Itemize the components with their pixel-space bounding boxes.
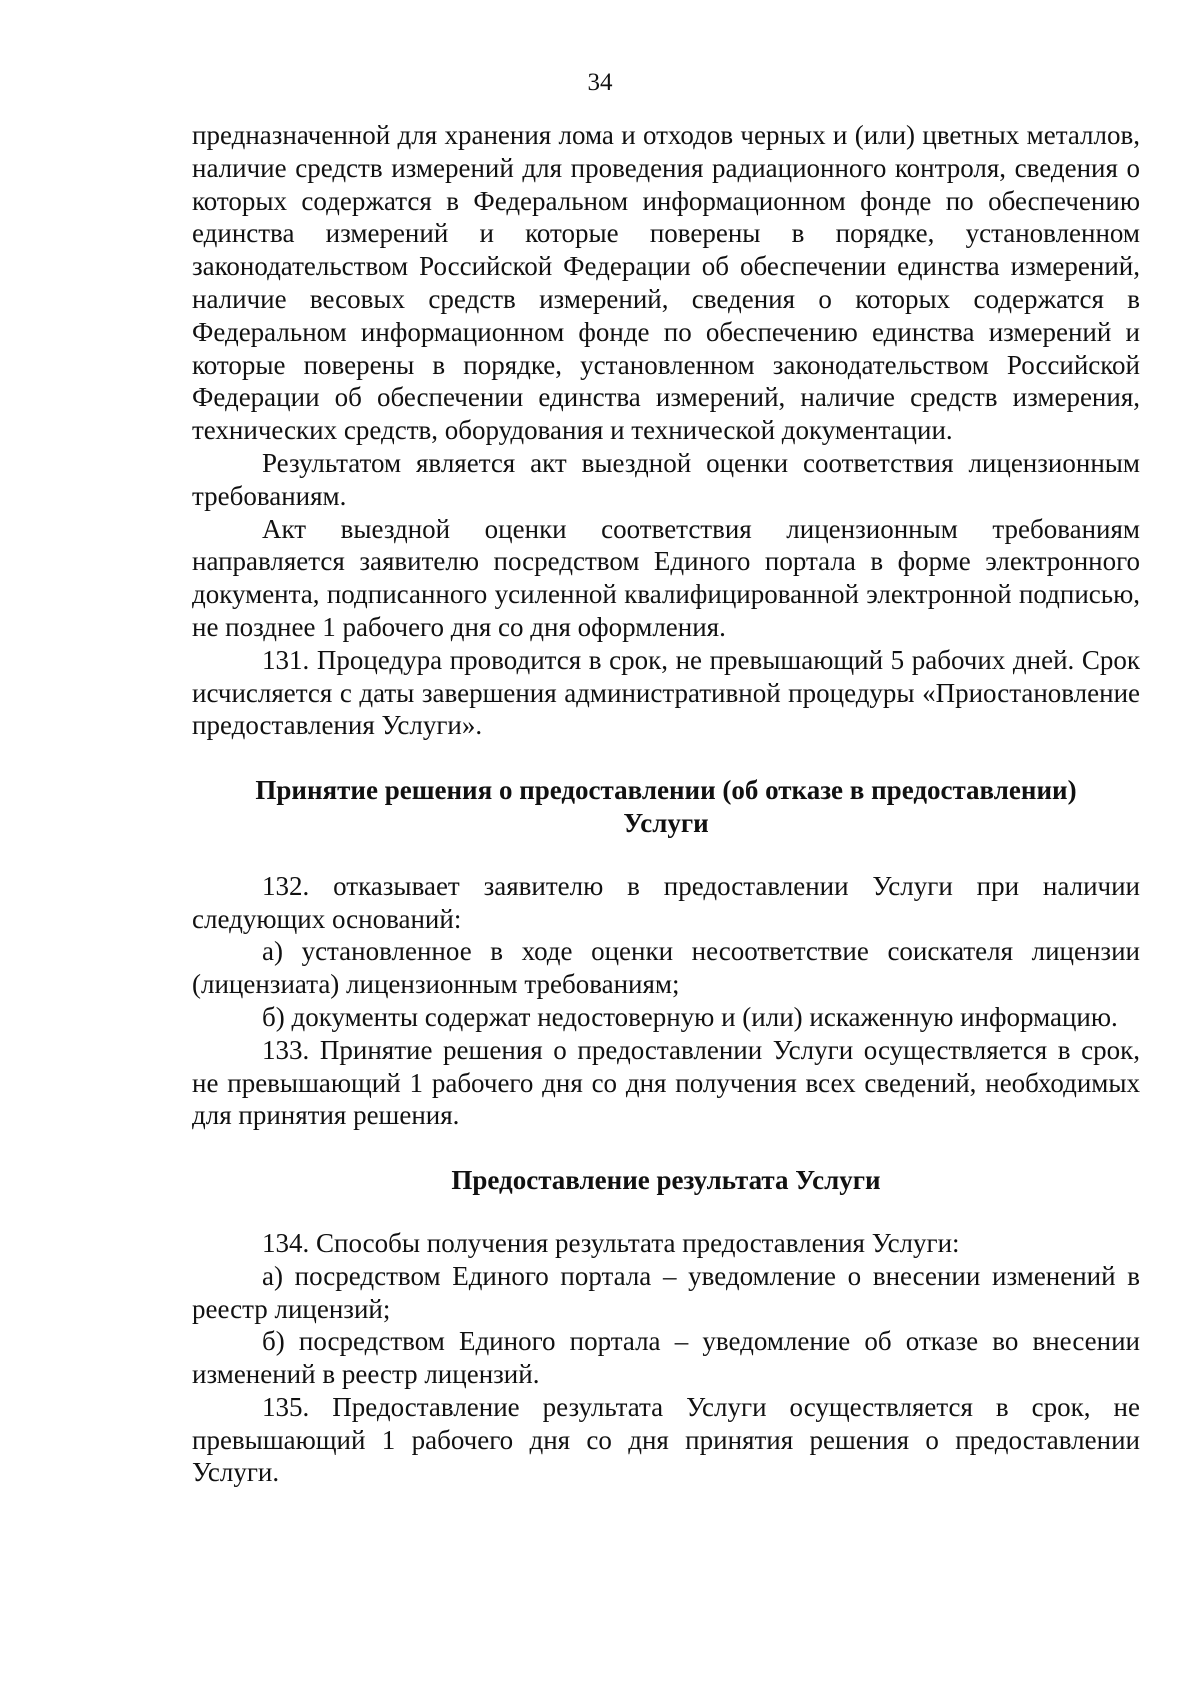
spacer xyxy=(192,1132,1140,1164)
section-heading-result: Предоставление результата Услуги xyxy=(451,1165,881,1196)
spacer xyxy=(192,742,1140,774)
paragraph-132-b: б) документы содержат недостоверную и (или) искаженную информацию. xyxy=(262,1001,1118,1032)
document-body xyxy=(192,119,1140,1489)
section-heading-decision-line1: Принятие решения о предоставлении (об отказе в предоставлении) xyxy=(255,775,1077,806)
section-heading-decision xyxy=(192,774,1140,840)
paragraph-132: 132. отказывает заявителю в предоставлении Услуги при наличии следующих оснований: xyxy=(192,870,1140,934)
paragraph-equipment-requirements: предназначенной для хранения лома и отходов черных и (или) цветных металлов, наличие средств измерений для проведения радиационного контроля, сведения о которых содержатся в Федеральном информационном фонде по обеспечению единства измерений и которые поверены в порядке, установленном законодательством Российской Федерации об обеспечении единства измерений, наличие весовых средств измерений, сведения о которых содержатся в Федеральном информационном фонде по обеспечению единства измерений и которые поверены в порядке, установленном законодательством Российской Федерации об обеспечении единства измерений, наличие средств измерения, технических средств, оборудования и технической документации. xyxy=(192,120,1140,446)
paragraph-133: 133. Принятие решения о предоставлении Услуги осуществляется в срок, не превышающий 1 рабочего дня со дня получения всех сведений, необходимых для принятия решения. xyxy=(192,1034,1140,1131)
paragraph-131: 131. Процедура проводится в срок, не превышающий 5 рабочих дней. Срок исчисляется с даты завершения административной процедуры «Приостановление предоставления Услуги». xyxy=(192,644,1140,741)
paragraph-134: 134. Способы получения результата предоставления Услуги: xyxy=(262,1227,960,1258)
paragraph-134-b: б) посредством Единого портала – уведомление об отказе во внесении изменений в реестр лицензий. xyxy=(192,1326,1140,1390)
paragraph-132-a: а) установленное в ходе оценки несоответствие соискателя лицензии (лицензиата) лицензионным требованиям; xyxy=(192,936,1140,1000)
section-heading-decision-line2: Услуги xyxy=(623,807,709,838)
page-number: 34 xyxy=(587,69,613,96)
paragraph-134-a: а) посредством Единого портала – уведомление о внесении изменений в реестр лицензий; xyxy=(192,1260,1140,1324)
paragraph-act-delivery: Акт выездной оценки соответствия лицензионным требованиям направляется заявителю посредством Единого портала в форме электронного документа, подписанного усиленной квалифицированной электронной подписью, не позднее 1 рабочего дня со дня оформления. xyxy=(192,513,1140,642)
paragraph-result: Результатом является акт выездной оценки соответствия лицензионным требованиям. xyxy=(192,447,1140,511)
spacer xyxy=(192,840,1140,870)
paragraph-135: 135. Предоставление результата Услуги осуществляется в срок, не превышающий 1 рабочего дня со дня принятия решения о предоставлении Услуги. xyxy=(192,1391,1140,1488)
spacer xyxy=(192,1197,1140,1227)
